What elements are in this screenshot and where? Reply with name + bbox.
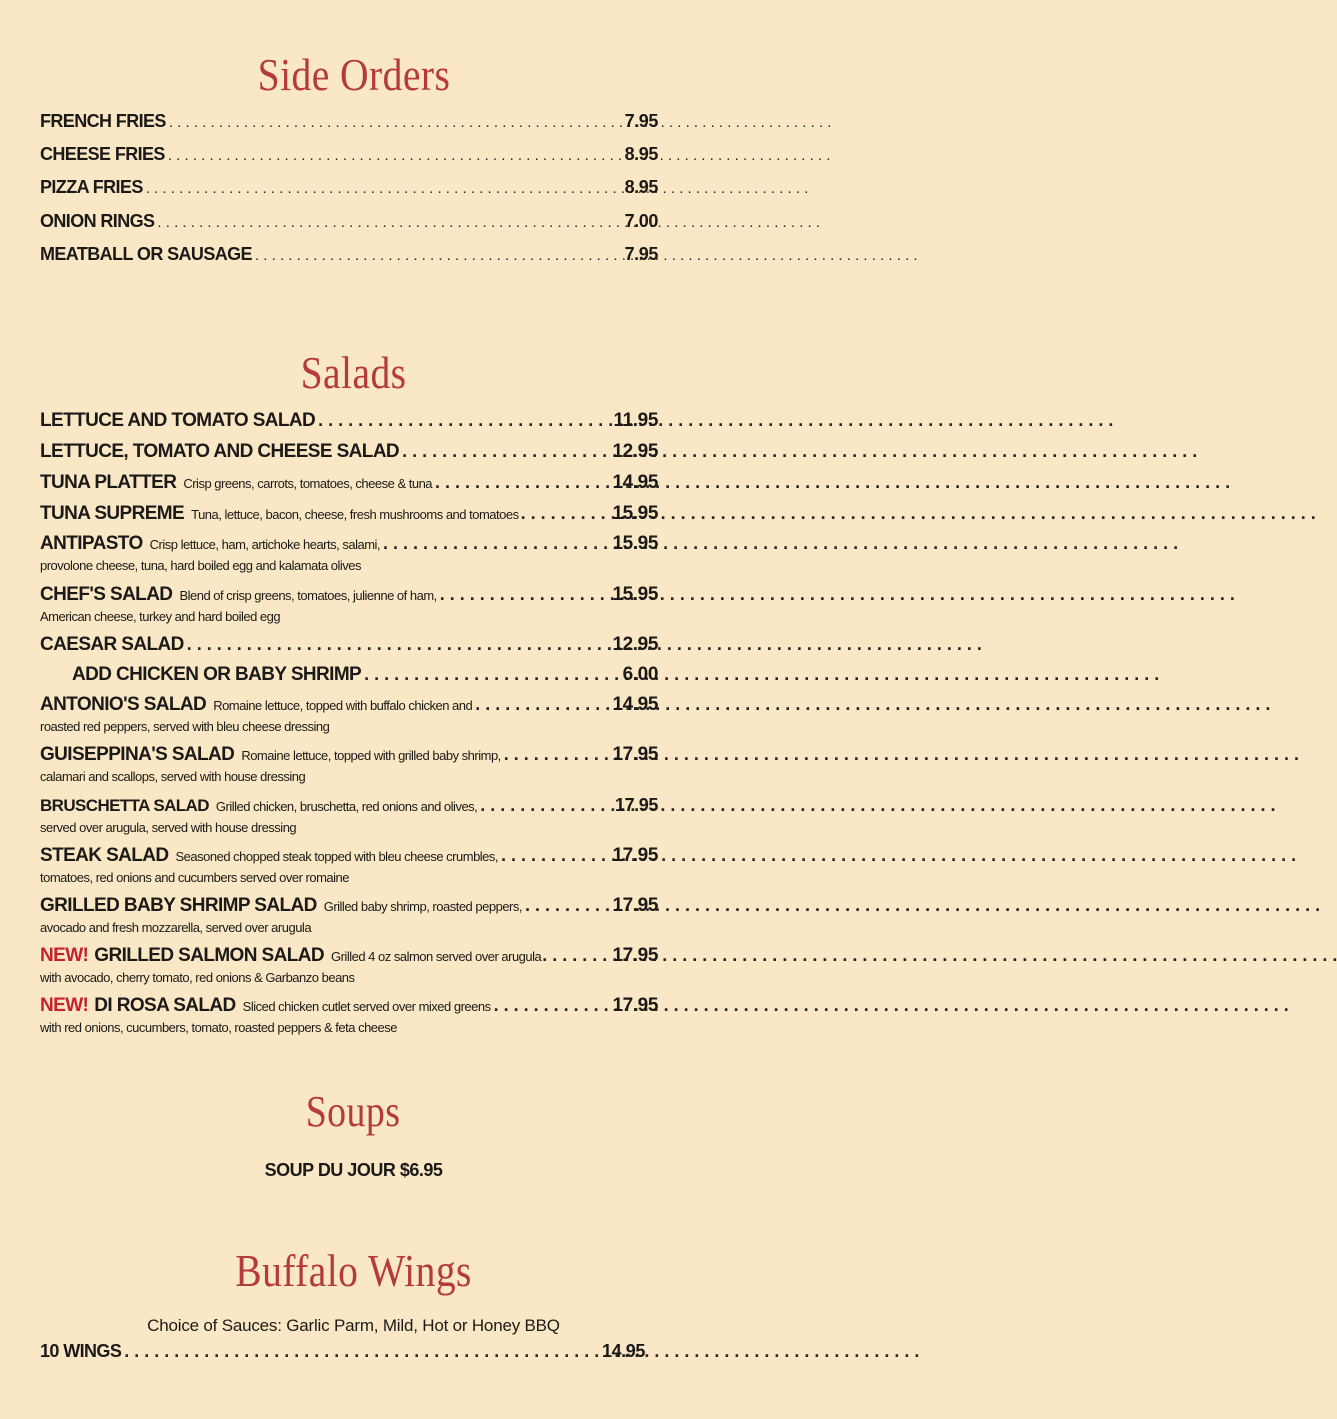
side-order-item: MEATBALL OR SAUSAGE . . . 7.95 [40,244,658,265]
side-order-item: CHEESE FRIES . . . 8.95 [40,144,658,165]
salad-item: GRILLED BABY SHRIMP SALAD Grilled baby shrimp, roasted peppers, . . . 17.95 [40,895,658,917]
salad-item: ANTIPASTO Crisp lettuce, ham, artichoke hearts, salami, . . . 15.95 [40,533,658,555]
salad-item: CAESAR SALAD . . . 12.95 [40,634,658,656]
buffalo-wings-heading: Buffalo Wings [235,1245,472,1296]
salad-item: STEAK SALAD Seasoned chopped steak topped with bleu cheese crumbles, . . . 17.95 [40,845,658,867]
salad-description: served over arugula, served with house dressing [40,820,297,835]
salad-item: TUNA SUPREME Tuna, lettuce, bacon, cheese, fresh mushrooms and tomatoes . . . 15.95 [40,503,658,525]
soups-heading: Soups [306,1087,401,1136]
salad-item: BRUSCHETTA SALAD Grilled chicken, bruschetta, red onions and olives, . . . 17.95 [40,795,658,816]
salad-item: GUISEPPINA'S SALAD Romaine lettuce, topped with grilled baby shrimp, . . . 17.95 [40,744,658,766]
side-order-item: FRENCH FRIES . . . 7.95 [40,111,658,132]
salad-item: ANTONIO'S SALAD Romaine lettuce, topped with buffalo chicken and . . . 14.95 [40,694,658,716]
new-badge: NEW! [40,945,89,966]
salad-description: roasted red peppers, served with bleu cheese dressing [40,719,330,734]
salad-item: LETTUCE, TOMATO AND CHEESE SALAD . . . 12.95 [40,441,658,463]
salad-item: TUNA PLATTER Crisp greens, carrots, tomatoes, cheese & tuna . . . 14.95 [40,472,658,494]
salad-addon: ADD CHICKEN OR BABY SHRIMP . . . 6.00 [72,664,658,686]
side-orders-heading: Side Orders [257,49,450,100]
salad-description: avocado and fresh mozzarella, served over arugula [40,920,312,935]
salads-heading: Salads [300,347,407,398]
salad-description: calamari and scallops, served with house dressing [40,769,306,784]
salad-description: with red onions, cucumbers, tomato, roasted peppers & feta cheese [40,1020,397,1035]
salad-item: LETTUCE AND TOMATO SALAD . . . 11.95 [40,410,658,432]
side-order-item: ONION RINGS . . . 7.00 [40,211,658,232]
salad-item: NEW! GRILLED SALMON SALAD Grilled 4 oz salmon served over arugula . . . 17.95 [40,945,658,967]
new-badge: NEW! [40,995,89,1016]
salad-description: American cheese, turkey and hard boiled egg [40,609,281,624]
salad-item: CHEF'S SALAD Blend of crisp greens, tomatoes, julienne of ham, . . . 15.95 [40,584,658,606]
salad-description: provolone cheese, tuna, hard boiled egg and kalamata olives [40,558,362,573]
soup-du-jour: SOUP DU JOUR $6.95 [264,1160,443,1180]
side-order-item: PIZZA FRIES . . . 8.95 [40,177,658,198]
wing-sauces: Choice of Sauces: Garlic Parm, Mild, Hot or Honey BBQ [147,1316,560,1335]
salad-item: NEW! DI ROSA SALAD Sliced chicken cutlet served over mixed greens . . . 17.95 [40,995,658,1017]
salad-description: tomatoes, red onions and cucumbers served over romaine [40,870,350,885]
wings-item: 10 WINGS . . . 14.95 [40,1341,645,1362]
salad-description: with avocado, cherry tomato, red onions & Garbanzo beans [40,970,355,985]
